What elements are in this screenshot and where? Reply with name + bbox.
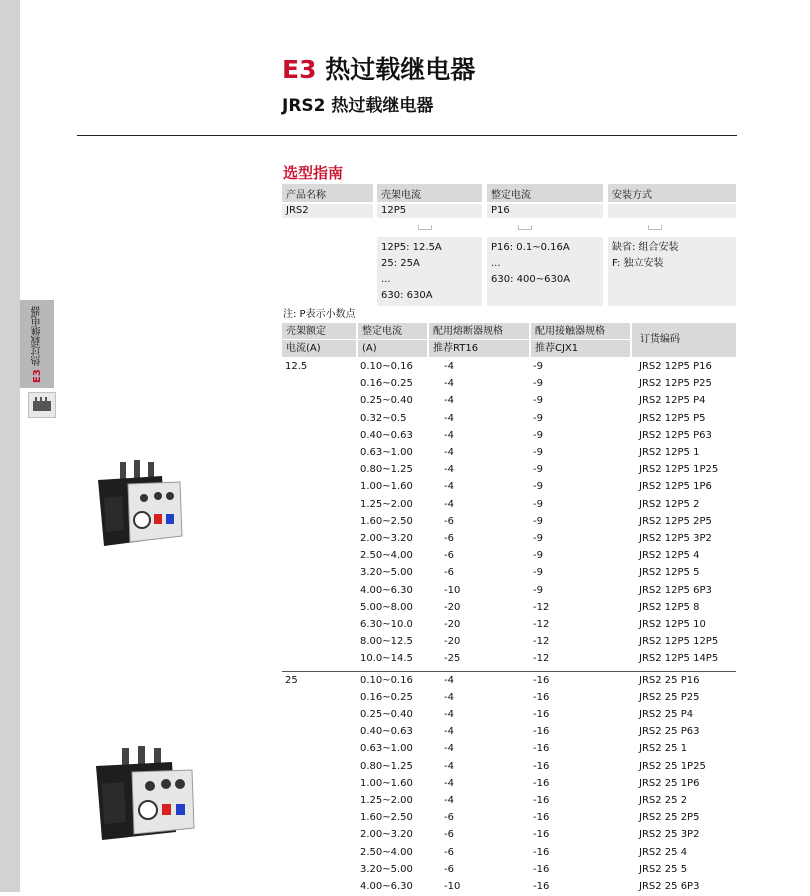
fuse-cell: -4 [444,795,454,806]
guide-header-frame: 壳架电流 [377,184,482,202]
order-code-cell: JRS2 25 3P2 [639,829,700,841]
table-header-order: 订货编码 [632,323,736,357]
table-row [282,810,736,827]
guide-value-product: JRS2 [282,204,373,218]
order-code-cell: JRS2 12P5 2P5 [639,515,712,527]
footnote: 注: P表示小数点 [283,309,356,320]
contactor-cell: -9 [533,550,543,562]
connector-bracket [418,225,432,230]
fuse-cell: -4 [444,498,454,510]
fuse-cell: -6 [444,812,454,824]
table-row [282,548,736,565]
table-row [282,531,736,548]
section-tab[interactable] [20,300,54,388]
table-row [282,776,736,793]
fuse-cell: -6 [444,567,454,579]
guide-header-product: 产品名称 [282,184,373,202]
contactor-cell: -16 [533,846,550,858]
range-cell: 3.20~5.00 [360,567,413,579]
contactor-cell: -9 [533,584,543,596]
fuse-cell: -10 [444,881,461,892]
table-row [282,411,736,428]
guide-header-mount: 安装方式 [608,184,736,202]
fuse-cell: -6 [444,863,454,875]
range-cell: 1.60~2.50 [360,812,413,824]
table-row [282,707,736,724]
range-cell: 2.00~3.20 [360,533,413,544]
range-cell: 4.00~6.30 [360,584,413,596]
contactor-cell: -9 [533,533,543,544]
range-cell: 0.10~0.16 [360,674,413,686]
order-code-cell: JRS2 12P5 2 [639,498,700,510]
table-row [282,759,736,776]
order-code-cell: JRS2 12P5 P63 [639,429,712,441]
connector-bracket [648,225,662,230]
contactor-cell: -9 [533,429,543,441]
range-cell: 2.50~4.00 [360,846,413,858]
range-cell: 0.80~1.25 [360,464,413,476]
range-cell: 6.30~10.0 [360,619,413,630]
range-cell: 1.00~1.60 [360,481,413,493]
range-cell: 1.60~2.50 [360,515,413,527]
group-separator [282,671,736,672]
order-code-cell: JRS2 25 P63 [639,726,700,738]
guide-header-setting: 整定电流 [487,184,603,202]
table-row [282,845,736,862]
range-cell: 1.25~2.00 [360,498,413,510]
range-cell: 10.0~14.5 [360,653,413,665]
guide-value-frame: 12P5 [377,204,482,218]
order-code-cell: JRS2 12P5 1P6 [639,481,712,493]
fuse-cell: -4 [444,378,454,390]
range-cell: 0.10~0.16 [360,361,413,372]
fuse-cell: -4 [444,760,454,772]
order-code-cell: JRS2 12P5 10 [639,619,706,630]
range-cell: 0.40~0.63 [360,726,413,738]
range-cell: 0.16~0.25 [360,378,413,390]
range-cell: 2.00~3.20 [360,829,413,841]
contactor-cell: -16 [533,726,550,738]
range-cell: 1.00~1.60 [360,777,413,789]
fuse-cell: -4 [444,691,454,703]
range-cell: 3.20~5.00 [360,863,413,875]
contactor-cell: -16 [533,743,550,755]
table-row [282,445,736,462]
range-cell: 0.63~1.00 [360,743,413,755]
range-cell: 0.32~0.5 [360,412,407,424]
order-code-cell: JRS2 25 5 [639,863,688,875]
fuse-cell: -4 [444,777,454,789]
range-cell: 8.00~12.5 [360,636,413,648]
relay-icon [28,392,56,418]
table-header-range: 整定电流 (A) [358,323,427,357]
order-code-cell: JRS2 25 6P3 [639,881,700,892]
connector-bracket [518,225,532,230]
contactor-cell: -9 [533,395,543,407]
contactor-cell: -9 [533,378,543,390]
fuse-cell: -6 [444,533,454,544]
range-cell: 0.25~0.40 [360,395,413,407]
order-code-cell: JRS2 12P5 4 [639,550,700,562]
selection-guide-title: 选型指南 [283,164,344,182]
side-strip [0,0,20,892]
contactor-cell: -9 [533,481,543,493]
order-code-cell: JRS2 12P5 P25 [639,378,712,390]
table-row [282,462,736,479]
table-row [282,673,736,690]
order-code-cell: JRS2 12P5 5 [639,567,700,579]
order-code-cell: JRS2 25 P4 [639,709,694,720]
fuse-cell: -4 [444,464,454,476]
range-cell: 1.25~2.00 [360,795,413,806]
range-cell: 5.00~8.00 [360,601,413,613]
order-code-cell: JRS2 25 P16 [639,674,700,686]
fuse-cell: -4 [444,429,454,441]
relay-photo [92,458,188,550]
table-row [282,565,736,582]
fuse-cell: -4 [444,481,454,493]
fuse-cell: -4 [444,674,454,686]
guide-desc-mount: 缺省: 组合安装 F: 独立安装 [608,237,736,306]
order-code-cell: JRS2 12P5 P16 [639,361,712,372]
relay-photo [92,744,202,844]
contactor-cell: -9 [533,464,543,476]
order-code-cell: JRS2 25 1P25 [639,760,706,772]
table-row [282,741,736,758]
table-row [282,479,736,496]
fuse-cell: -20 [444,619,461,630]
range-cell: 0.25~0.40 [360,709,413,720]
fuse-cell: -4 [444,743,454,755]
table-row [282,827,736,844]
range-cell: 0.16~0.25 [360,691,413,703]
order-code-cell: JRS2 25 1P6 [639,777,700,789]
contactor-cell: -9 [533,515,543,527]
order-code-cell: JRS2 12P5 3P2 [639,533,712,544]
fuse-cell: -20 [444,601,461,613]
order-code-cell: JRS2 12P5 P4 [639,395,706,407]
fuse-cell: -20 [444,636,461,648]
table-row [282,514,736,531]
fuse-cell: -4 [444,726,454,738]
table-row [282,393,736,410]
range-cell: 4.00~6.30 [360,881,413,892]
header-divider [77,135,737,136]
fuse-cell: -6 [444,550,454,562]
contactor-cell: -16 [533,863,550,875]
contactor-cell: -16 [533,760,550,772]
table-row [282,634,736,651]
table-row [282,651,736,668]
range-cell: 2.50~4.00 [360,550,413,562]
fuse-cell: -4 [444,709,454,720]
table-row [282,600,736,617]
contactor-cell: -16 [533,691,550,703]
range-cell: 0.40~0.63 [360,429,413,441]
fuse-cell: -4 [444,395,454,407]
order-code-cell: JRS2 12P5 6P3 [639,584,712,596]
contactor-cell: -12 [533,636,550,648]
order-code-cell: JRS2 25 4 [639,846,688,858]
order-code-cell: JRS2 12P5 14P5 [639,653,719,665]
table-header-contactor: 配用接触器规格 推荐CJX1 [531,323,630,357]
table-row [282,793,736,810]
order-code-cell: JRS2 12P5 8 [639,601,700,613]
order-code-cell: JRS2 25 P25 [639,691,700,703]
guide-desc-frame: 12P5: 12.5A 25: 25A ... 630: 630A [377,237,482,306]
fuse-cell: -6 [444,846,454,858]
fuse-cell: -6 [444,515,454,527]
table-row [282,497,736,514]
contactor-cell: -16 [533,829,550,841]
frame-cell: 12.5 [285,361,308,372]
page-title: E3 热过载继电器 [282,55,476,84]
fuse-cell: -6 [444,829,454,841]
range-cell: 0.80~1.25 [360,760,413,772]
table-row [282,359,736,376]
contactor-cell: -16 [533,795,550,806]
section-tab-label: E3 热过载继电器 [31,305,43,383]
guide-value-setting: P16 [487,204,603,218]
order-code-cell: JRS2 12P5 P5 [639,412,706,424]
contactor-cell: -12 [533,601,550,613]
order-code-cell: JRS2 12P5 1 [639,447,700,458]
table-row [282,428,736,445]
range-cell: 0.63~1.00 [360,447,413,458]
table-header-fuse: 配用熔断器规格 推荐RT16 [429,323,529,357]
contactor-cell: -9 [533,498,543,510]
order-code-cell: JRS2 25 2 [639,795,688,806]
contactor-cell: -9 [533,567,543,579]
page-subtitle: JRS2 热过载继电器 [282,96,434,116]
contactor-cell: -16 [533,812,550,824]
guide-desc-setting: P16: 0.1~0.16A ... 630: 400~630A [487,237,603,306]
table-row [282,690,736,707]
contactor-cell: -9 [533,361,543,372]
contactor-cell: -16 [533,881,550,892]
table-row [282,879,736,896]
fuse-cell: -4 [444,447,454,458]
table-row [282,862,736,879]
fuse-cell: -4 [444,412,454,424]
table-row [282,724,736,741]
guide-value-mount [608,204,736,218]
order-code-cell: JRS2 12P5 1P25 [639,464,719,476]
contactor-cell: -16 [533,777,550,789]
contactor-cell: -12 [533,619,550,630]
contactor-cell: -9 [533,447,543,458]
table-header-frame: 壳架额定 电流(A) [282,323,356,357]
fuse-cell: -10 [444,584,461,596]
order-code-cell: JRS2 25 2P5 [639,812,700,824]
table-row [282,583,736,600]
frame-cell: 25 [285,674,298,686]
fuse-cell: -25 [444,653,461,665]
table-row [282,376,736,393]
table-row [282,617,736,634]
contactor-cell: -16 [533,709,550,720]
order-code-cell: JRS2 12P5 12P5 [639,636,719,648]
contactor-cell: -16 [533,674,550,686]
contactor-cell: -12 [533,653,550,665]
contactor-cell: -9 [533,412,543,424]
order-code-cell: JRS2 25 1 [639,743,688,755]
fuse-cell: -4 [444,361,454,372]
